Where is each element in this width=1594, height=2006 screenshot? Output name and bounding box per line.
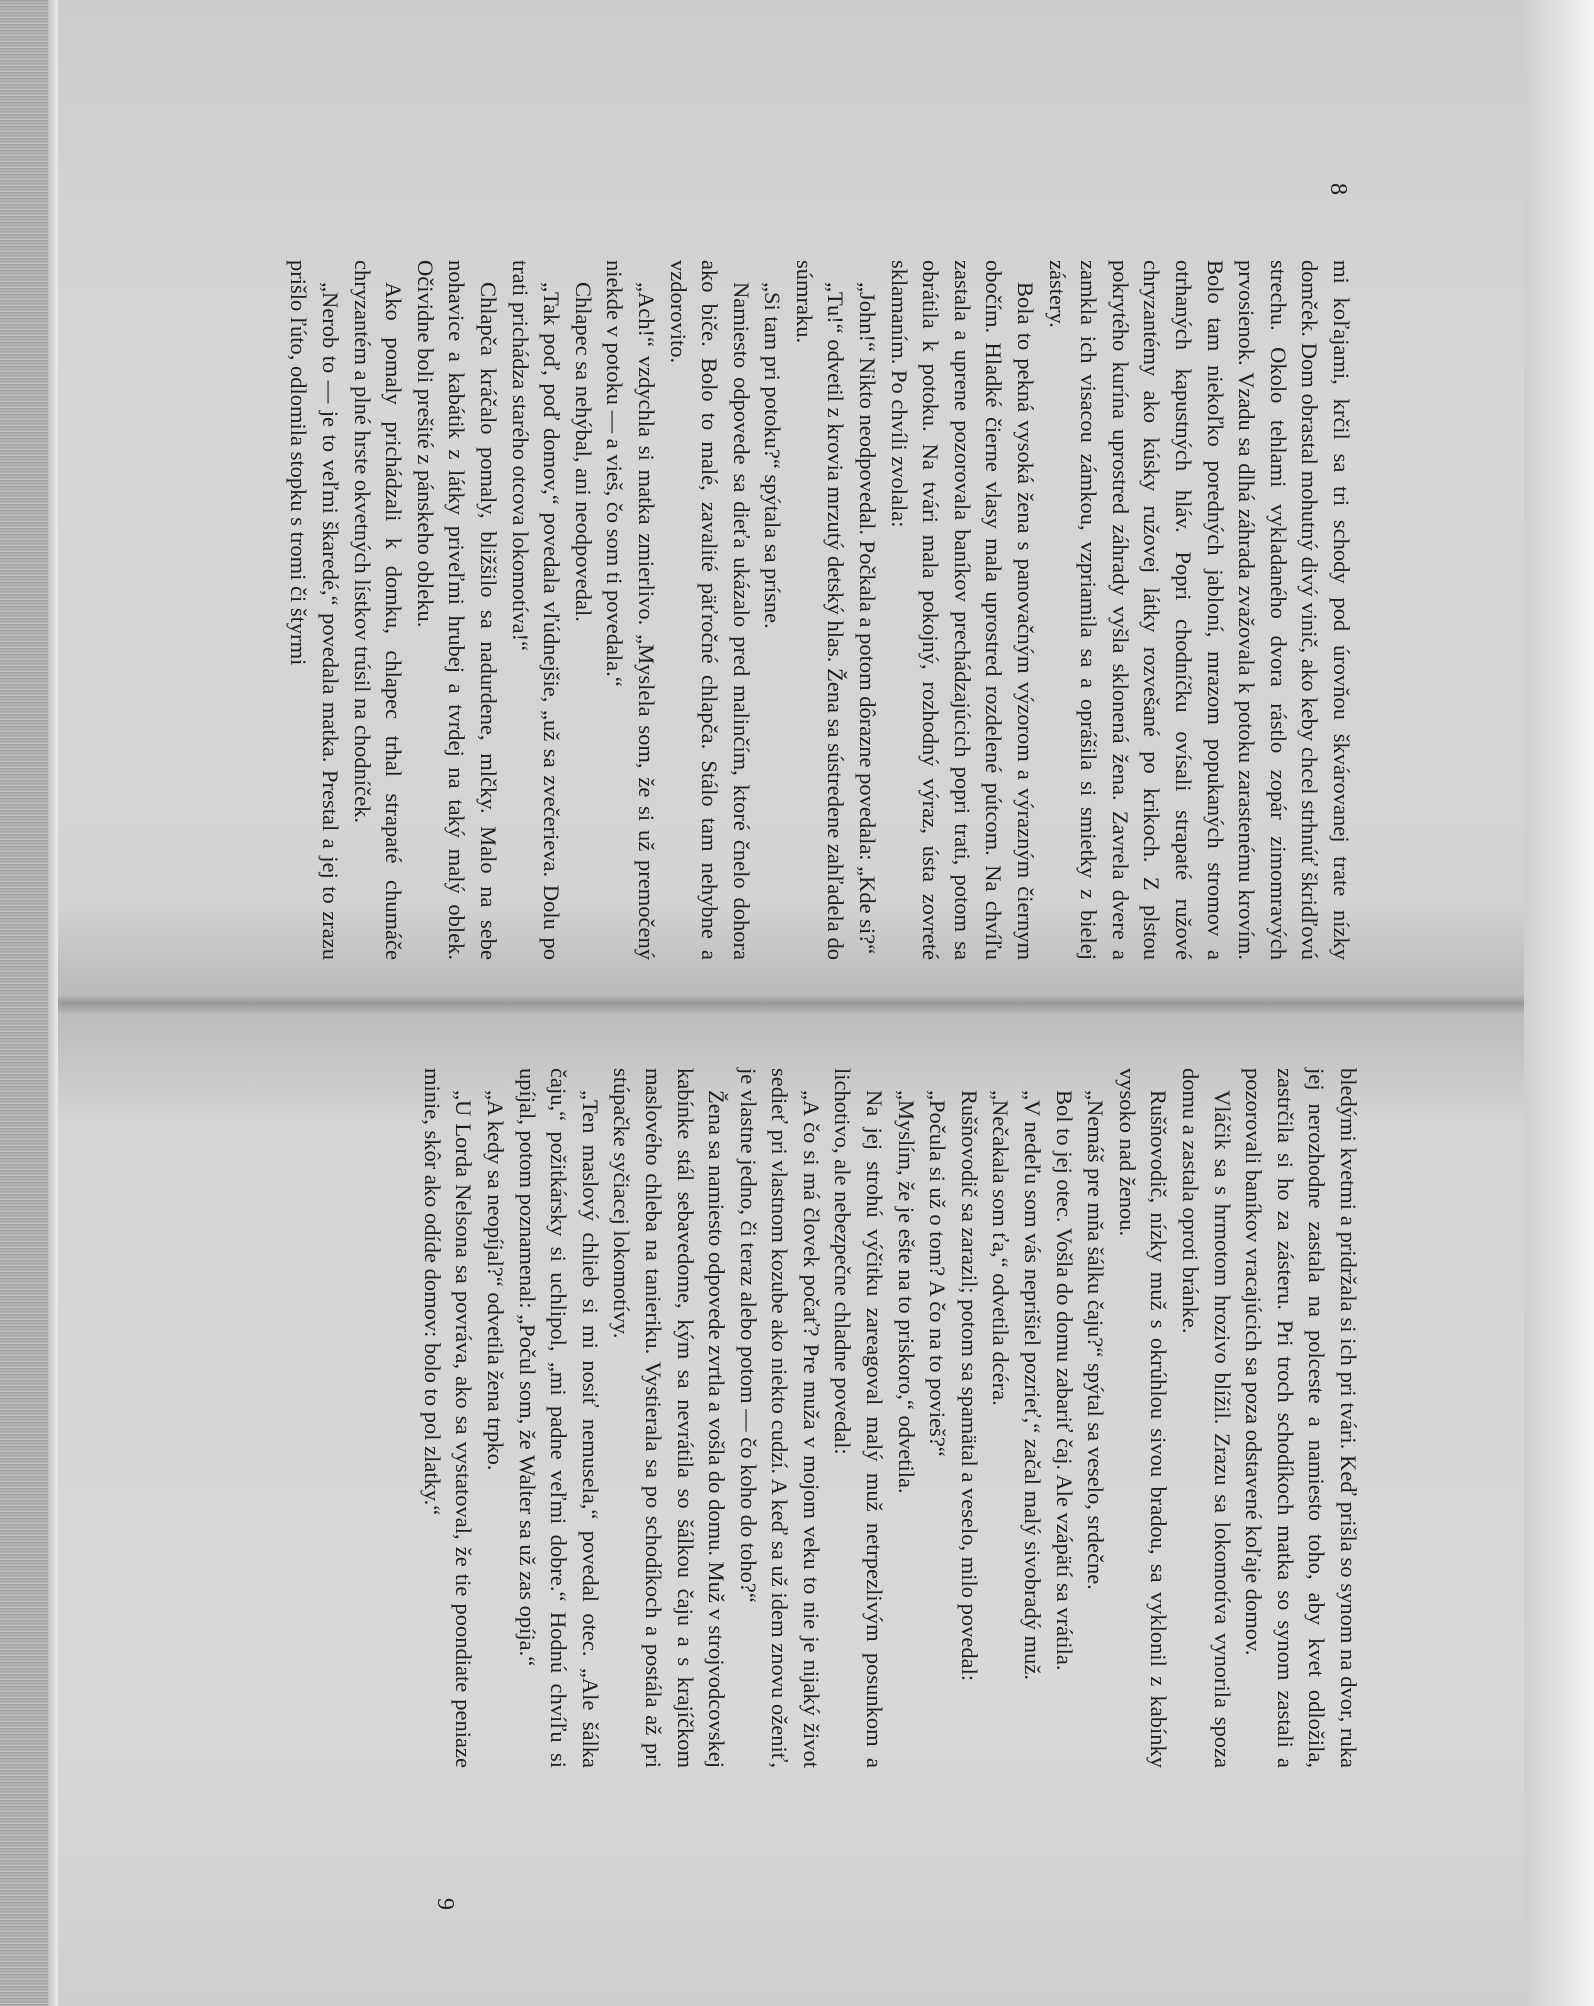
paragraph: „Nerob to — je to veľmi škaredé,“ povedala matka. Prestal a jej to zrazu prišlo ľúto, odlomila stopku s tromi či štyrmi xyxy=(286,260,343,960)
paragraph: Chlapča kráčalo pomaly, bližšilo sa nadurdene, mlčky. Malo na sebe nohavice a kabátik z látky priveľmi hrubej a tvrdej na taký malý oblek. Očividne boli prešité z pánskeho obleku. xyxy=(412,260,501,960)
paragraph: „Tak poď, poď domov,“ povedala vľúdnejšie, „už sa zvečerieva. Dolu po trati prichádza starého otcova lokomotíva!“ xyxy=(507,260,565,960)
right-page xyxy=(74,1040,1474,1970)
page-body xyxy=(283,260,1357,960)
paragraph: „Ach!“ vzdychla si matka zmierlivo. „Myslela som, že si už premočený niekde v potoku — a vieš, čo som ti povedala.“ xyxy=(602,260,659,960)
paragraph: „John!“ Nikto neodpovedal. Počkala a potom dôrazne povedala: „Kde si?“ xyxy=(855,282,881,955)
paragraph: Ako pomaly prichádzali k domku, chlapec trhal strapaté chumáče chryzantém a plné hrste okvetných lístkov trúsil na chodníček. xyxy=(349,260,407,960)
paragraph: „Tu!“ odvetil z krovia mrzutý detský hlas. Žena sa sústredene zahľadela do súmraku. xyxy=(791,260,849,960)
page-body xyxy=(416,1068,1364,1768)
paragraph: Vláčik sa s hrmotom hrozivo blížil. Zrazu sa lokomotíva vynorila spoza domu a zastala oproti bránke. xyxy=(1178,1068,1235,1768)
left-page xyxy=(74,45,1474,975)
paragraph: „Nemáš pre mňa šálku čaju?“ spýtal sa veselo, srdečne. xyxy=(1083,1090,1109,1590)
paragraph: Bola to pekná vysoká žena s panovačným výzorom a výrazným čiernym obočím. Hladké čierne vlasy mala uprostred rozdelené pútcom. Na chvíľu zastala a uprene pozorovala baníkov prechádzajúcich popri trati, potom sa obrátila k potoku. Na tvári mala pokojný, rozhodný výraz, ústa zovreté sklamaním. Po chvíli zvolala: xyxy=(886,260,1039,960)
paragraph: „Ten maslový chlieb si mi nosiť nemusela,“ povedal otec. „Ale šálka čaju,“ požitkársky si uchlipol, „mi padne veľmi dobre.“ Hodnú chvíľu si upíjal, potom poznamenal: „Počul som, že Walter sa už zas opíja.“ xyxy=(514,1068,603,1768)
paragraph: Žena sa namiesto odpovede zvrtla a vošla do domu. Muž v strojvodcovskej kabínke stál sebavedome, kým sa nevrátila so šálkou čaju a s krajíčkom maslového chleba na tanieriku. Vystierala sa po schodíkoch a postála až pri stúpačke syčiacej lokomotívy. xyxy=(609,1068,730,1768)
book-outer-edge xyxy=(1524,0,1594,2006)
paragraph: „Myslím, že je ešte na to priskoro,“ odvetila. xyxy=(893,1090,919,1494)
paragraph: „U Lorda Nelsona sa povráva, ako sa vystatoval, že tie poondiate peniaze minie, skôr ako odíde domov: bolo to pol zlatky.“ xyxy=(419,1068,477,1768)
paragraph: „A kedy sa neopíjal?“ odvetila žena trpko. xyxy=(482,1090,508,1471)
paragraph: Namiesto odpovede sa dieťa ukázalo pred malinčím, ktoré čnelo dohora ako biče. Bolo to malé, zavalité päťročné chlapča. Stálo tam nehybne a vzdorovito. xyxy=(665,260,754,960)
paragraph: „Si tam pri potoku?“ spýtala sa prísne. xyxy=(760,282,786,629)
paragraph: bledými kvetmi a pridržala si ich pri tvári. Keď prišla so synom na dvor, ruka jej nerozhodne zastala na polceste a namiesto toho, aby kvet odložila, zastrčila si ho za zásteru. Pri troch schodíkoch matka so synom zastali a pozorovali baníkov vracajúcich sa poza odstavené koľaje domov. xyxy=(1241,1068,1361,1768)
paragraph: Rušňovodič sa zarazil; potom sa spamätal a veselo, milo povedal: xyxy=(956,1090,982,1682)
paragraph: „Počula si už o tom? A čo na to povieš?“ xyxy=(925,1090,951,1457)
paragraph: Rušňovodič, nízky muž s okrúhlou sivou bradou, sa vyklonil z kabínky vysoko nad ženou. xyxy=(1114,1068,1172,1768)
paragraph: Na jej strohú výčitku zareagoval malý muž netrpezlivým posunkom a lichotivo, ale nebezpečne chladne povedal: xyxy=(830,1068,888,1768)
book-fore-edge xyxy=(0,0,48,2006)
page-number: 8 xyxy=(1325,183,1351,195)
page-number: 9 xyxy=(432,1898,458,1910)
paragraph: „A čo si má človek počať? Pre muža v mojom veku to nie je nijaký život sedieť pri vlastnom kozube ako niekto cudzí. A keď sa už idem znovu oženiť, je vlastne jedno, či teraz alebo potom — čo koho do toho?“ xyxy=(735,1068,824,1768)
paragraph: „V nedeľu som vás neprišiel pozrieť,“ začal malý sivobradý muž. xyxy=(1020,1090,1046,1681)
paragraph: Chlapec sa nehýbal, ani neodpovedal. xyxy=(570,282,596,622)
paragraph: mi koľajami, krčil sa tri schody pod úrovňou škvárovanej trate nízky domček. Dom obrastal mohutný divý vinič, ako keby chcel strhnúť škridľovú strechu. Okolo tehlami vykladaného dvora rástlo zopár zimomravých prvosienok. Vzadu sa dlhá záhrada zvažovala k potoku zarastenému krovím. Bolo tam niekoľko poredných jabloní, mrazom popukaných stromov a otrhaných kapustných hláv. Popri chodníčku ovísali strapaté ružové chryzantémy ako kúsky ružovej látky rozvešané po krikoch. Z plstou pokrytého kurína uprostred záhrady vyšla sklonená žena. Zavrela dvere a zamkla ich visacou zámkou, vzpriamila sa a oprášila si smietky z bielej zástery. xyxy=(1044,260,1354,960)
paragraph: Bol to jej otec. Vošla do domu zabariť čaj. Ale vzápätí sa vrátila. xyxy=(1051,1090,1077,1671)
paragraph: „Nečakala som ťa,“ odvetila dcéra. xyxy=(988,1090,1014,1406)
